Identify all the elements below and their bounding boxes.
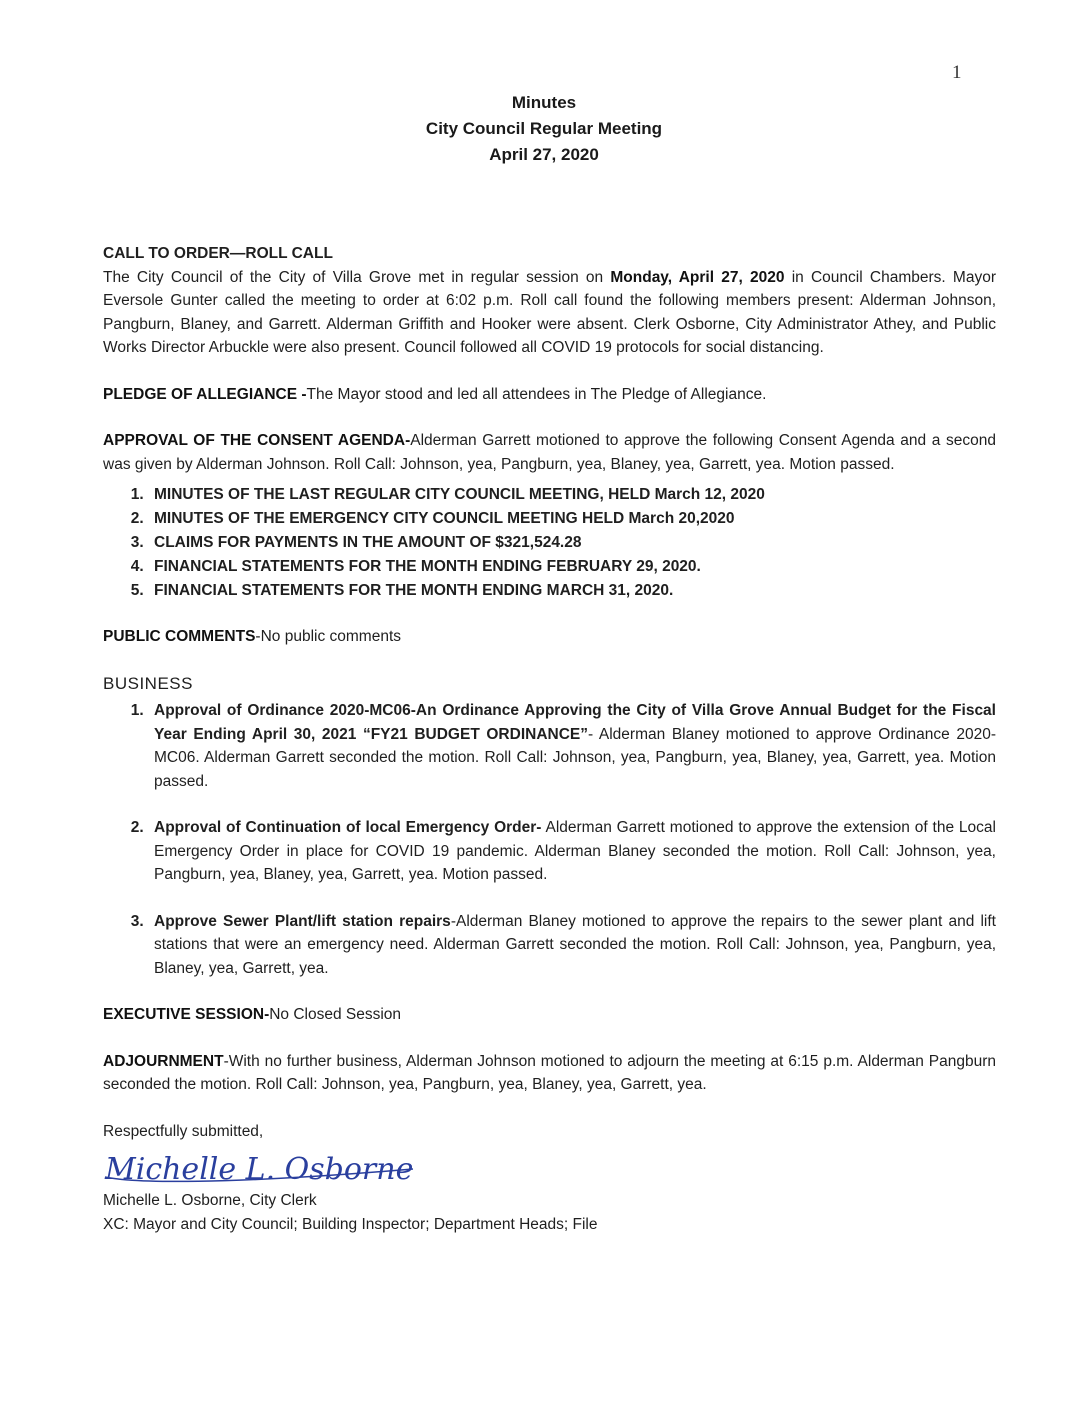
public-comments-label: PUBLIC COMMENTS bbox=[103, 628, 256, 645]
signature-graphic bbox=[103, 1147, 433, 1189]
business-list bbox=[103, 699, 996, 980]
business-item-title: Approval of Continuation of local Emergency Order- bbox=[154, 819, 542, 836]
pledge-label: PLEDGE OF ALLEGIANCE - bbox=[103, 385, 307, 403]
business-item bbox=[148, 910, 996, 981]
consent-item: 4. FINANCIAL STATEMENTS FOR THE MONTH ENDING FEBRUARY 29, 2020. bbox=[148, 555, 996, 579]
consent-item: 5. FINANCIAL STATEMENTS FOR THE MONTH ENDING MARCH 31, 2020. bbox=[148, 579, 996, 603]
document-title bbox=[0, 90, 1088, 168]
adjournment-text: -With no further business, Alderman Johnson motioned to adjourn the meeting at 6:15 p.m. Alderman Pangburn seconded the motion. Roll Call: Johnson, yea, Pangburn, yea, Blaney, yea, Garrett, yea. bbox=[103, 1052, 996, 1093]
business-heading: BUSINESS bbox=[103, 673, 193, 693]
signature-script: Michelle L. Osborne bbox=[105, 1152, 414, 1187]
consent-agenda-list bbox=[103, 483, 996, 603]
pledge-text: The Mayor stood and led all attendees in The Pledge of Allegiance. bbox=[306, 385, 767, 403]
handwritten-signature bbox=[103, 1147, 996, 1189]
call-to-order-heading: CALL TO ORDER—ROLL CALL bbox=[103, 245, 333, 262]
adjournment-section bbox=[103, 1050, 996, 1097]
consent-agenda-text: Alderman Garrett motioned to approve the following Consent Agenda and a second was given by Alderman Johnson. Roll Call: Johnson, yea, Pangburn, yea, Blaney, yea, Garrett, yea. Motion passed. bbox=[103, 432, 996, 473]
signer-name: Michelle L. Osborne, City Clerk bbox=[103, 1192, 317, 1209]
consent-item: 1. MINUTES OF THE LAST REGULAR CITY COUNCIL MEETING, HELD March 12, 2020 bbox=[148, 483, 996, 507]
adjournment-label: ADJOURNMENT bbox=[103, 1052, 224, 1070]
executive-session-section bbox=[103, 1003, 996, 1027]
call-to-order-rest: in Council Chambers. Mayor Eversole Gunter called the meeting to order at 6:02 p.m. Roll call found the following members present: Alderman Johnson, Pangburn, Blaney, and Garrett. Alderman Griffith and Hooker were absent. Clerk Osborne, City Administrator Athey, and Public Works Director Arbuckle were also present. Council followed all COVID 19 protocols for social distancing. bbox=[103, 268, 996, 356]
call-to-order-text bbox=[103, 266, 996, 360]
consent-item: 2. MINUTES OF THE EMERGENCY CITY COUNCIL MEETING HELD March 20,2020 bbox=[148, 507, 996, 531]
consent-agenda-label: APPROVAL OF THE CONSENT AGENDA- bbox=[103, 432, 411, 449]
business-item-title: Approve Sewer Plant/lift station repairs bbox=[154, 912, 451, 930]
title-line-2: City Council Regular Meeting bbox=[425, 119, 663, 138]
public-comments-section bbox=[103, 625, 996, 649]
public-comments-text: -No public comments bbox=[255, 628, 401, 645]
consent-agenda-section bbox=[103, 429, 996, 476]
minutes-body bbox=[103, 242, 996, 1236]
executive-session-label: EXECUTIVE SESSION- bbox=[103, 1006, 270, 1023]
business-item-title: Approval of Ordinance 2020-MC06-An Ordinance Approving the City of Villa Grove Annual Budget for the Fiscal Year Ending April 30, 2021 “FY21 BUDGET ORDINANCE” bbox=[154, 702, 996, 743]
call-to-order-intro: The City Council of the City of Villa Grove met in regular session on bbox=[103, 268, 611, 286]
business-item-text: - Alderman Blaney motioned to approve Ordinance 2020-MC06. Alderman Garrett seconded the motion. Roll Call: Johnson, yea, Pangburn, yea, Blaney, yea, Garrett, yea. Motion passed. bbox=[154, 725, 997, 790]
page-number: 1 bbox=[952, 62, 962, 83]
title-line-3: April 27, 2020 bbox=[489, 145, 599, 164]
title-line-1: Minutes bbox=[511, 93, 577, 112]
meeting-date: Monday, April 27, 2020 bbox=[610, 268, 785, 286]
pledge-section bbox=[103, 383, 996, 407]
business-item bbox=[148, 699, 996, 793]
distribution-list: XC: Mayor and City Council; Building Inspector; Department Heads; File bbox=[103, 1215, 598, 1233]
consent-item: 3. CLAIMS FOR PAYMENTS IN THE AMOUNT OF $321,524.28 bbox=[148, 531, 996, 555]
salutation: Respectfully submitted, bbox=[103, 1122, 264, 1140]
business-item-text: Alderman Garrett motioned to approve the extension of the Local Emergency Order in place for COVID 19 pandemic. Alderman Blaney seconded the motion. Roll Call: Johnson, yea, Pangburn, yea, Blaney, yea, Garrett, yea. Motion passed. bbox=[154, 819, 996, 883]
executive-session-text: No Closed Session bbox=[269, 1006, 402, 1023]
business-item bbox=[148, 816, 996, 887]
business-item-text: -Alderman Blaney motioned to approve the repairs to the sewer plant and lift stations that were an emergency need. Alderman Garrett seconded the motion. Roll Call: Johnson, yea, Pangburn, yea, Blaney, yea, Garrett, yea. bbox=[154, 912, 996, 977]
